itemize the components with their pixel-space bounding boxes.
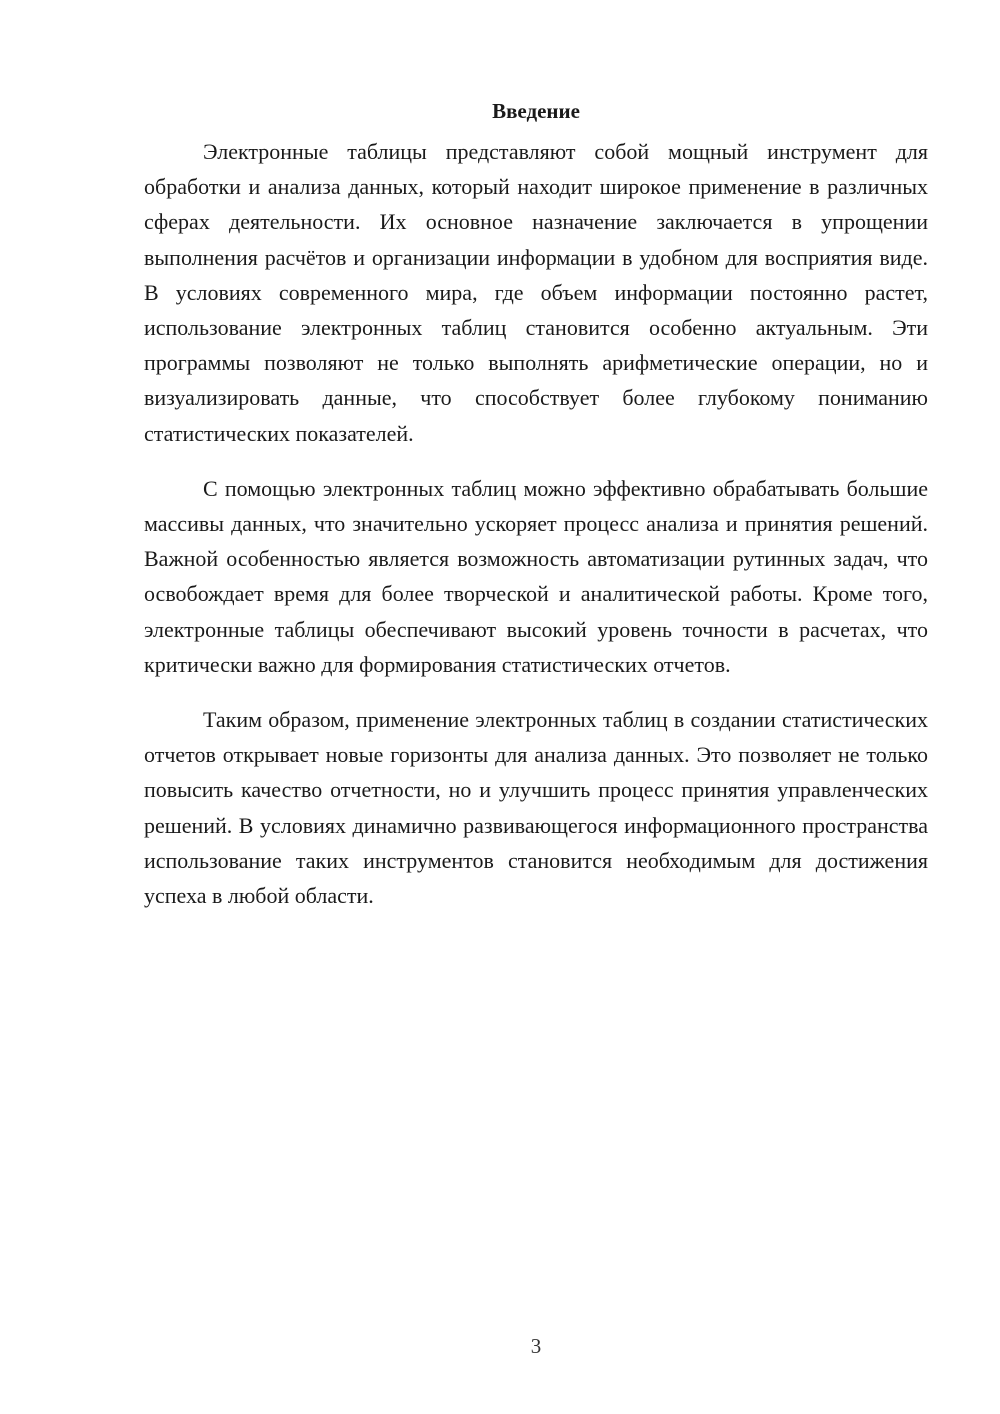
paragraph-1: Электронные таблицы представляют собой мощный инструмент для обработки и анализа данных, который находит широкое применение в различных сферах деятельности. Их основное назначение заключается в упрощении выполнения расчётов и организации информации в удобном для восприятия виде. В условиях современного мира, где объем информации постоянно растет, использование электронных таблиц становится особенно актуальным. Эти программы позволяют не только выполнять арифметические операции, но и визуализировать данные, что способствует более глубокому пониманию статистических показателей. (144, 139, 928, 446)
section-title: Введение (492, 99, 580, 123)
paragraph-2: С помощью электронных таблиц можно эффективно обрабатывать большие массивы данных, что значительно ускоряет процесс анализа и принятия решений. Важной особенностью является возможность автоматизации рутинных задач, что освобождает время для более творческой и аналитической работы. Кроме того, электронные таблицы обеспечивают высокий уровень точности в расчетах, что критически важно для формирования статистических отчетов. (144, 475, 928, 677)
page-content (144, 96, 928, 933)
paragraph-3: Таким образом, применение электронных таблиц в создании статистических отчетов открывает новые горизонты для анализа данных. Это позволяет не только повысить качество отчетности, но и улучшить процесс принятия управленческих решений. В условиях динамично развивающегося информационного пространства использование таких инструментов становится необходимым для достижения успеха в любой области. (144, 707, 928, 909)
page-number: 3 (530, 1334, 542, 1358)
